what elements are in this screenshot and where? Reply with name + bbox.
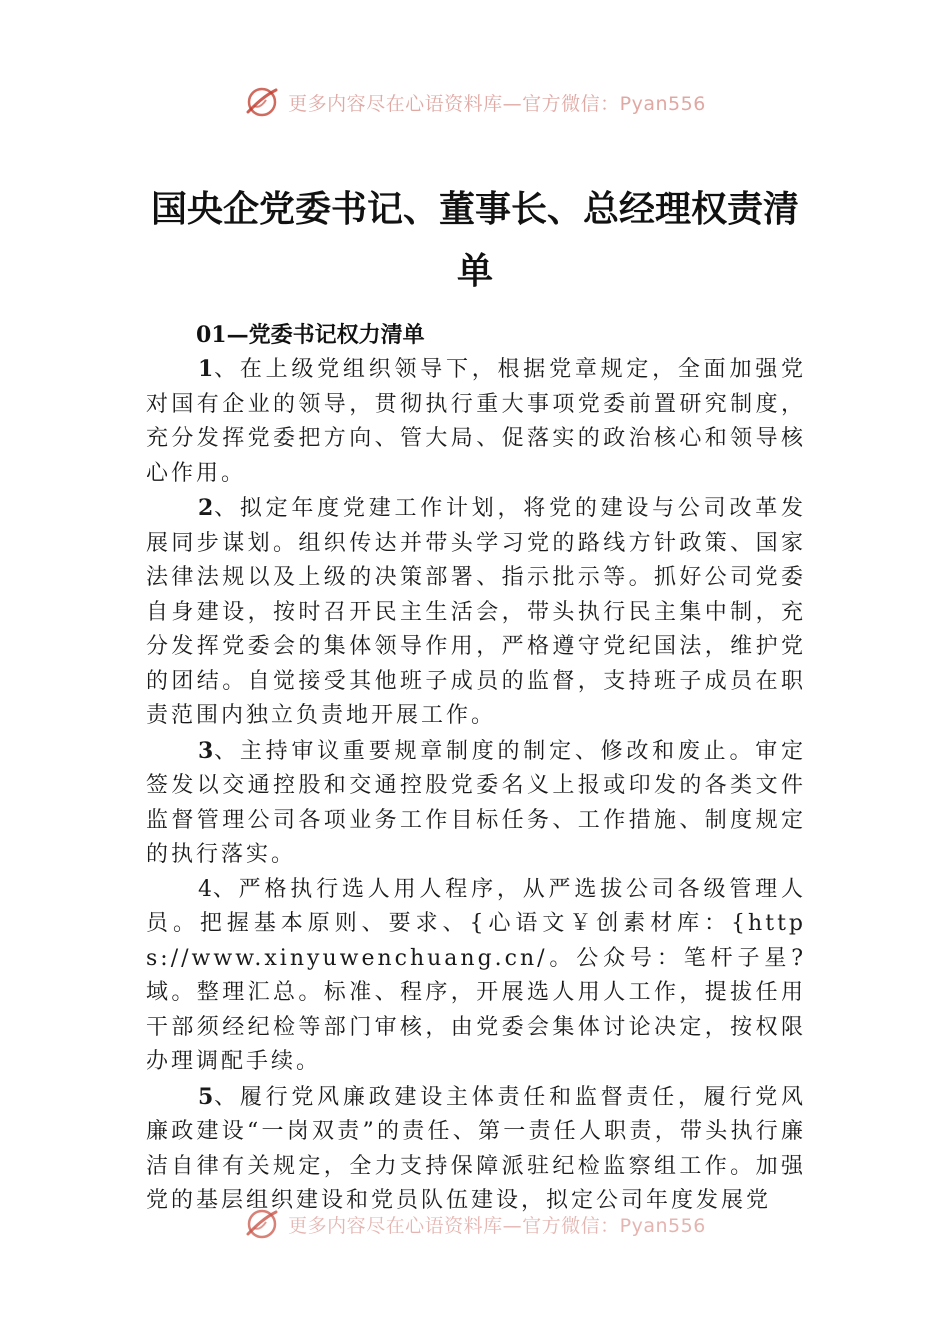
paragraph-number: 4: [198, 876, 212, 902]
brush-logo-icon: [244, 84, 280, 120]
paragraph-number: 3: [198, 737, 214, 764]
watermark-text: 更多内容尽在心语资料库—官方微信：Pyan556: [288, 1214, 706, 1237]
paragraph-1: [146, 352, 806, 491]
paragraph-number: 2: [198, 495, 214, 521]
paragraph-text: 、在上级党组织领导下，根据党章规定，全面加强党对国有企业的领导，贯彻执行重大事项党委前置研究制度，充分发挥党委把方向、管大局、促落实的政治核心和领导核心作用。: [146, 357, 806, 486]
brush-logo-icon: [244, 1206, 280, 1242]
paragraph-number: 5: [198, 1083, 214, 1110]
watermark-banner-bottom: [0, 1204, 950, 1244]
document-title: 国央企党委书记、董事长、总经理权责清单: [150, 188, 799, 292]
paragraph-text: 、履行党风廉政建设主体责任和监督责任，履行党风廉政建设“一岗双责”的责任、第一责任人职责，带头执行廉洁自律有关规定，全力支持保障派驻纪检监察组工作。加强党的基层组织建设和党员队伍建设，拟定公司年度发展党: [146, 1084, 806, 1213]
watermark-text: 更多内容尽在心语资料库—官方微信：Pyan556: [288, 92, 706, 115]
paragraph-text: 、主持审议重要规章制度的制定、修改和废止。审定签发以交通控股和交通控股党委名义上报或印发的各类文件监督管理公司各项业务工作目标任务、工作措施、制度规定的执行落实。: [146, 738, 806, 867]
document-body: [146, 318, 806, 1219]
paragraph-5: [146, 1080, 806, 1219]
watermark-banner-top: [0, 82, 950, 122]
paragraph-text: 、拟定年度党建工作计划，将党的建设与公司改革发展同步谋划。组织传达并带头学习党的路线方针政策、国家法律法规以及上级的决策部署、指示批示等。抓好公司党委自身建设，按时召开民主生活会，带头执行民主集中制，充分发挥党委会的集体领导作用，严格遵守党纪国法，维护党的团结。自觉接受其他班子成员的监督，支持班子成员在职责范围内独立负责地开展工作。: [146, 496, 806, 728]
paragraph-text: 、严格执行选人用人程序，从严选拔公司各级管理人员。把握基本原则、要求、{心语文￥创素材库：{https://www.xinyuwenchuang.cn/。公众号：笔杆子星?域。整理汇总。标准、程序，开展选人用人工作，提拔任用干部须经纪检等部门审核，由党委会集体讨论决定，按权限办理调配手续。: [146, 876, 806, 1074]
paragraph-number: 1: [198, 356, 214, 382]
paragraph-4: [146, 873, 806, 1080]
paragraph-3: [146, 734, 806, 873]
section-heading: 01—党委书记权力清单: [196, 322, 425, 348]
paragraph-2: [146, 491, 806, 734]
